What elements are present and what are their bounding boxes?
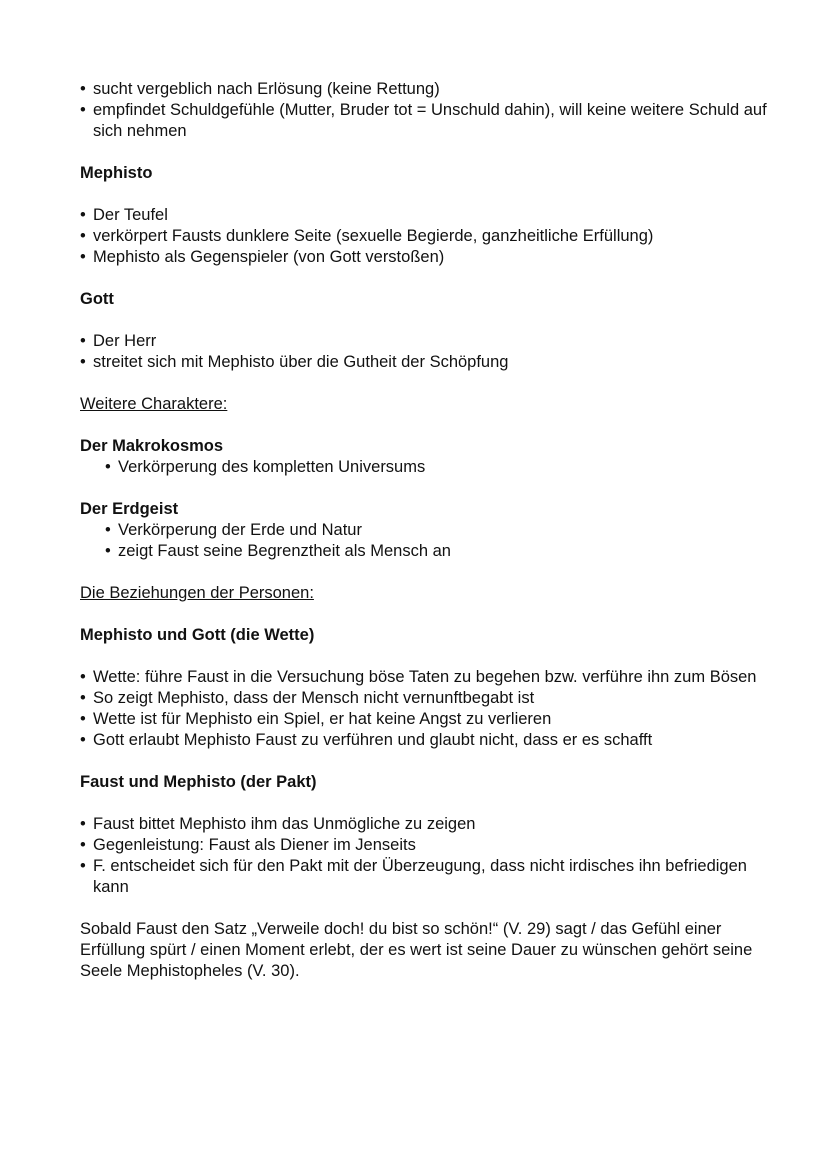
list-item: • Verkörperung der Erde und Natur — [105, 520, 768, 541]
list-item: • Faust bittet Mephisto ihm das Unmögliche zu zeigen — [80, 814, 768, 835]
erdgeist-list — [105, 520, 768, 562]
list-item: • Wette: führe Faust in die Versuchung böse Taten zu begehen bzw. verführe ihn zum Bösen — [80, 667, 768, 688]
closing-paragraph: Sobald Faust den Satz „Verweile doch! du bist so schön!“ (V. 29) sagt / das Gefühl einer Erfüllung spürt / einen Moment erlebt, der es wert ist seine Dauer zu wünschen gehört seine Seele Mephistopheles (V. 30). — [80, 920, 753, 980]
section-heading-gott: Gott — [80, 290, 114, 308]
section-heading-makrokosmos: Der Makrokosmos — [80, 437, 224, 455]
list-item: • Der Herr — [80, 331, 768, 352]
pakt-list — [80, 814, 768, 898]
subheading-weitere-charaktere: Weitere Charaktere: — [80, 395, 228, 413]
list-item: • Der Teufel — [80, 205, 768, 226]
list-item: • Gegenleistung: Faust als Diener im Jenseits — [80, 835, 768, 856]
list-item: • streitet sich mit Mephisto über die Gutheit der Schöpfung — [80, 352, 768, 373]
list-item: • sucht vergeblich nach Erlösung (keine Rettung) — [80, 79, 768, 100]
list-item: • empfindet Schuldgefühle (Mutter, Bruder tot = Unschuld dahin), will keine weitere Schuld auf sich nehmen — [80, 100, 768, 142]
list-item: • Verkörperung des kompletten Universums — [105, 457, 768, 478]
subheading-beziehungen: Die Beziehungen der Personen: — [80, 584, 314, 602]
wette-list — [80, 667, 768, 751]
mephisto-list — [80, 205, 768, 268]
section-heading-mephisto: Mephisto — [80, 164, 153, 182]
section-heading-pakt: Faust und Mephisto (der Pakt) — [80, 773, 317, 791]
list-item: • F. entscheidet sich für den Pakt mit der Überzeugung, dass nicht irdisches ihn befriedigen kann — [80, 856, 768, 898]
section-heading-erdgeist: Der Erdgeist — [80, 500, 179, 518]
section-heading-wette: Mephisto und Gott (die Wette) — [80, 626, 315, 644]
list-item: • verkörpert Fausts dunklere Seite (sexuelle Begierde, ganzheitliche Erfüllung) — [80, 226, 768, 247]
intro-list — [80, 79, 768, 142]
gott-list — [80, 331, 768, 373]
list-item: • Gott erlaubt Mephisto Faust zu verführen und glaubt nicht, dass er es schafft — [80, 730, 768, 751]
list-item: • So zeigt Mephisto, dass der Mensch nicht vernunftbegabt ist — [80, 688, 768, 709]
makrokosmos-list — [105, 457, 768, 478]
list-item: • zeigt Faust seine Begrenztheit als Mensch an — [105, 541, 768, 562]
list-item: • Mephisto als Gegenspieler (von Gott verstoßen) — [80, 247, 768, 268]
list-item: • Wette ist für Mephisto ein Spiel, er hat keine Angst zu verlieren — [80, 709, 768, 730]
